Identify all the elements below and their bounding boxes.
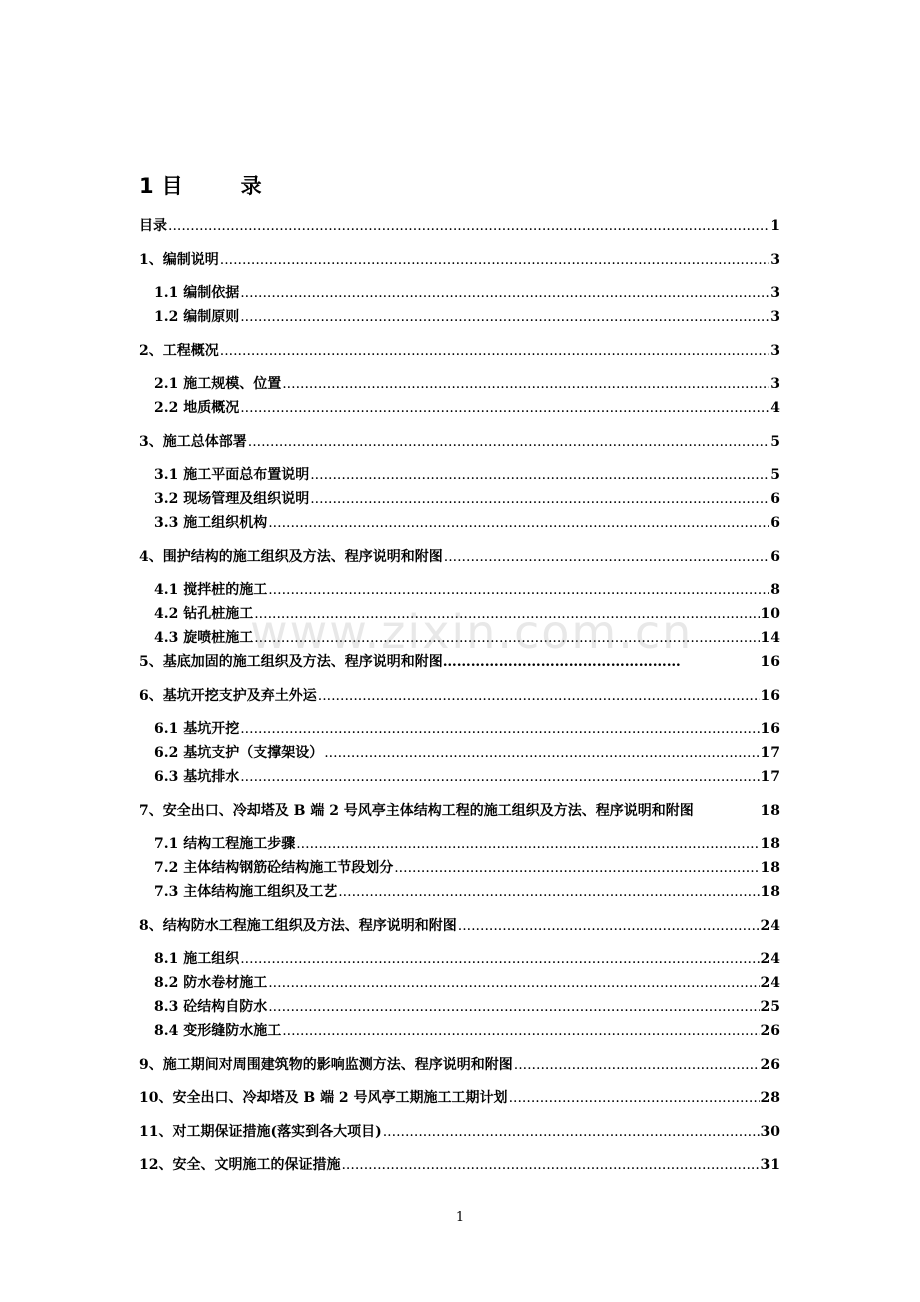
toc-entry-title: 3.2 现场管理及组织说明 [154, 491, 310, 507]
toc-entry-page: 3 [770, 285, 780, 301]
toc-entry-title: 8.4 变形缝防水施工 [154, 1023, 282, 1039]
toc-entry[interactable] [154, 513, 780, 533]
toc-entry[interactable] [154, 283, 780, 303]
toc-entry[interactable] [139, 250, 780, 270]
toc-entry-title: 1.2 编制原则 [154, 309, 240, 325]
toc-entry[interactable] [154, 628, 780, 648]
toc-entry[interactable] [154, 858, 780, 878]
toc-heading [139, 170, 262, 200]
toc-entry[interactable] [154, 489, 780, 509]
toc-entry-title: 3.3 施工组织机构 [154, 515, 268, 531]
toc-entry[interactable] [154, 882, 780, 902]
toc-leader-dots [296, 834, 759, 854]
toc-leader-dots [282, 1021, 759, 1041]
toc-entry-title: 3.1 施工平面总布置说明 [154, 467, 310, 483]
toc-leader-dots [254, 604, 759, 624]
toc-entry-page: 18 [760, 803, 780, 819]
toc-entry-title: 目录 [139, 218, 167, 234]
toc-entry-page: 18 [760, 884, 780, 900]
toc-leader-dots [394, 858, 759, 878]
toc-entry-page: 17 [760, 769, 780, 785]
toc-entry-page: 31 [760, 1157, 780, 1173]
toc-leader-dots [458, 916, 760, 936]
toc-entry[interactable] [139, 916, 780, 936]
toc-entry[interactable] [154, 604, 780, 624]
page-number: 1 [455, 1210, 465, 1225]
toc-entry-page: 3 [770, 309, 780, 325]
toc-entry[interactable] [139, 341, 780, 361]
toc-leader-dots [254, 628, 759, 648]
toc-leader-dots [168, 216, 769, 236]
toc-entry-page: 18 [760, 836, 780, 852]
toc-entry-title: 3、施工总体部署 [139, 434, 247, 450]
toc-leader-dots [240, 398, 769, 418]
toc-leader-dots [240, 283, 769, 303]
toc-leader-dots [310, 465, 769, 485]
toc-entry-title: 12、安全、文明施工的保证措施 [139, 1157, 341, 1173]
toc-entry-page: 16 [760, 654, 780, 670]
toc-leader-dots [268, 580, 769, 600]
toc-entry-page: 24 [760, 918, 780, 934]
toc-leader-dots [324, 743, 759, 763]
toc-entry-page: 5 [770, 467, 780, 483]
toc-entry[interactable] [154, 1021, 780, 1041]
toc-entry[interactable] [139, 1122, 780, 1142]
toc-entry-page: 10 [760, 606, 780, 622]
toc-leader-dots [509, 1088, 760, 1108]
toc-leader-dots [383, 1122, 760, 1142]
toc-entry-title: 4.3 旋喷桩施工 [154, 630, 254, 646]
toc-entry-title: 1.1 编制依据 [154, 285, 240, 301]
toc-entry-page: 26 [760, 1023, 780, 1039]
toc-leader-dots [220, 250, 770, 270]
toc-leader-dots [268, 973, 759, 993]
toc-entry-page: 5 [770, 434, 780, 450]
toc-entry-title: 8.3 砼结构自防水 [154, 999, 268, 1015]
toc-entry-title: 5、基底加固的施工组织及方法、程序说明和附图…………………………………………… [139, 654, 681, 670]
toc-leader-dots [282, 374, 769, 394]
toc-entry-title: 8.2 防水卷材施工 [154, 975, 268, 991]
toc-entry-page: 3 [770, 252, 780, 268]
toc-entry[interactable] [139, 652, 780, 672]
toc-entry[interactable] [154, 949, 780, 969]
toc-entry[interactable] [139, 801, 780, 821]
toc-entry-page: 1 [770, 218, 780, 234]
toc-leader-dots [240, 719, 759, 739]
toc-leader-dots [318, 686, 760, 706]
toc-entry-title: 7、安全出口、冷却塔及 B 端 2 号风亭主体结构工程的施工组织及方法、程序说明和附图 [139, 803, 694, 819]
toc-leader-dots [268, 513, 769, 533]
toc-leader-dots [338, 882, 759, 902]
toc-entry-title: 7.2 主体结构钢筋砼结构施工节段划分 [154, 860, 394, 876]
toc-entry[interactable] [154, 743, 780, 763]
toc-entry-page: 6 [770, 549, 780, 565]
toc-entry[interactable] [154, 398, 780, 418]
toc-entry[interactable] [139, 1088, 780, 1108]
toc-entry-page: 4 [770, 400, 780, 416]
toc-entry-page: 6 [770, 491, 780, 507]
toc-entry-title: 2.1 施工规模、位置 [154, 376, 282, 392]
toc-entry-title: 4.2 钻孔桩施工 [154, 606, 254, 622]
toc-entry-page: 28 [760, 1090, 780, 1106]
toc-entry[interactable] [154, 307, 780, 327]
toc-entry-title: 8、结构防水工程施工组织及方法、程序说明和附图 [139, 918, 457, 934]
toc-entry-title: 2.2 地质概况 [154, 400, 240, 416]
toc-entry-page: 3 [770, 376, 780, 392]
toc-entry-title: 6、基坑开挖支护及弃土外运 [139, 688, 317, 704]
toc-entry[interactable] [154, 767, 780, 787]
toc-leader-dots [248, 432, 770, 452]
toc-entry-title: 6.2 基坑支护（支撑架设） [154, 745, 324, 761]
heading-title-b: 录 [240, 174, 262, 198]
toc-entry-page: 8 [770, 582, 780, 598]
toc-entry[interactable] [154, 374, 780, 394]
toc-entry-title: 9、施工期间对周围建筑物的影响监测方法、程序说明和附图 [139, 1057, 513, 1073]
toc-entry-title: 7.1 结构工程施工步骤 [154, 836, 296, 852]
toc-entry[interactable] [154, 719, 780, 739]
toc-leader-dots [514, 1055, 760, 1075]
toc-entry-title: 4.1 搅拌桩的施工 [154, 582, 268, 598]
toc-entry[interactable] [139, 686, 780, 706]
toc-entry[interactable] [154, 580, 780, 600]
watermark: www.zixin.com.cn [250, 605, 694, 659]
toc-entry-title: 6.1 基坑开挖 [154, 721, 240, 737]
heading-title-a: 目 [161, 174, 183, 198]
toc-entry-page: 18 [760, 860, 780, 876]
toc-entry[interactable] [139, 432, 780, 452]
toc-entry-title: 1、编制说明 [139, 252, 219, 268]
toc-entry-title: 7.3 主体结构施工组织及工艺 [154, 884, 338, 900]
toc-entry-title: 4、围护结构的施工组织及方法、程序说明和附图 [139, 549, 443, 565]
toc-entry[interactable] [154, 834, 780, 854]
toc-entry-page: 26 [760, 1057, 780, 1073]
toc-entry-page: 14 [760, 630, 780, 646]
toc-entry-page: 24 [760, 951, 780, 967]
toc-entry[interactable] [154, 465, 780, 485]
toc-entry-page: 24 [760, 975, 780, 991]
toc-leader-dots [240, 307, 769, 327]
toc-entry-page: 16 [760, 721, 780, 737]
toc-entry-title: 8.1 施工组织 [154, 951, 240, 967]
toc-leader-dots [220, 341, 770, 361]
toc-entry[interactable] [139, 216, 780, 236]
toc-entry-page: 3 [770, 343, 780, 359]
toc-entry-title: 11、对工期保证措施(落实到各大项目) [139, 1124, 382, 1140]
toc-entry-page: 6 [770, 515, 780, 531]
toc-entry-page: 17 [760, 745, 780, 761]
toc-entry-title: 2、工程概况 [139, 343, 219, 359]
toc-leader-dots [240, 949, 759, 969]
toc-entry[interactable] [139, 1155, 780, 1175]
toc-entry[interactable] [139, 547, 780, 567]
toc-entry-title: 6.3 基坑排水 [154, 769, 240, 785]
heading-number: 1 [139, 174, 154, 198]
toc-leader-dots [268, 997, 759, 1017]
toc-entry-page: 30 [760, 1124, 780, 1140]
toc-leader-dots [310, 489, 769, 509]
toc-entry[interactable] [154, 997, 780, 1017]
toc-entry-page: 16 [760, 688, 780, 704]
toc-leader-dots [240, 767, 759, 787]
toc-entry[interactable] [139, 1055, 780, 1075]
toc-leader-dots [341, 1155, 759, 1175]
toc-leader-dots [444, 547, 770, 567]
toc-entry-title: 10、安全出口、冷却塔及 B 端 2 号风亭工期施工工期计划 [139, 1090, 508, 1106]
toc-entry-page: 25 [760, 999, 780, 1015]
toc-entry[interactable] [154, 973, 780, 993]
